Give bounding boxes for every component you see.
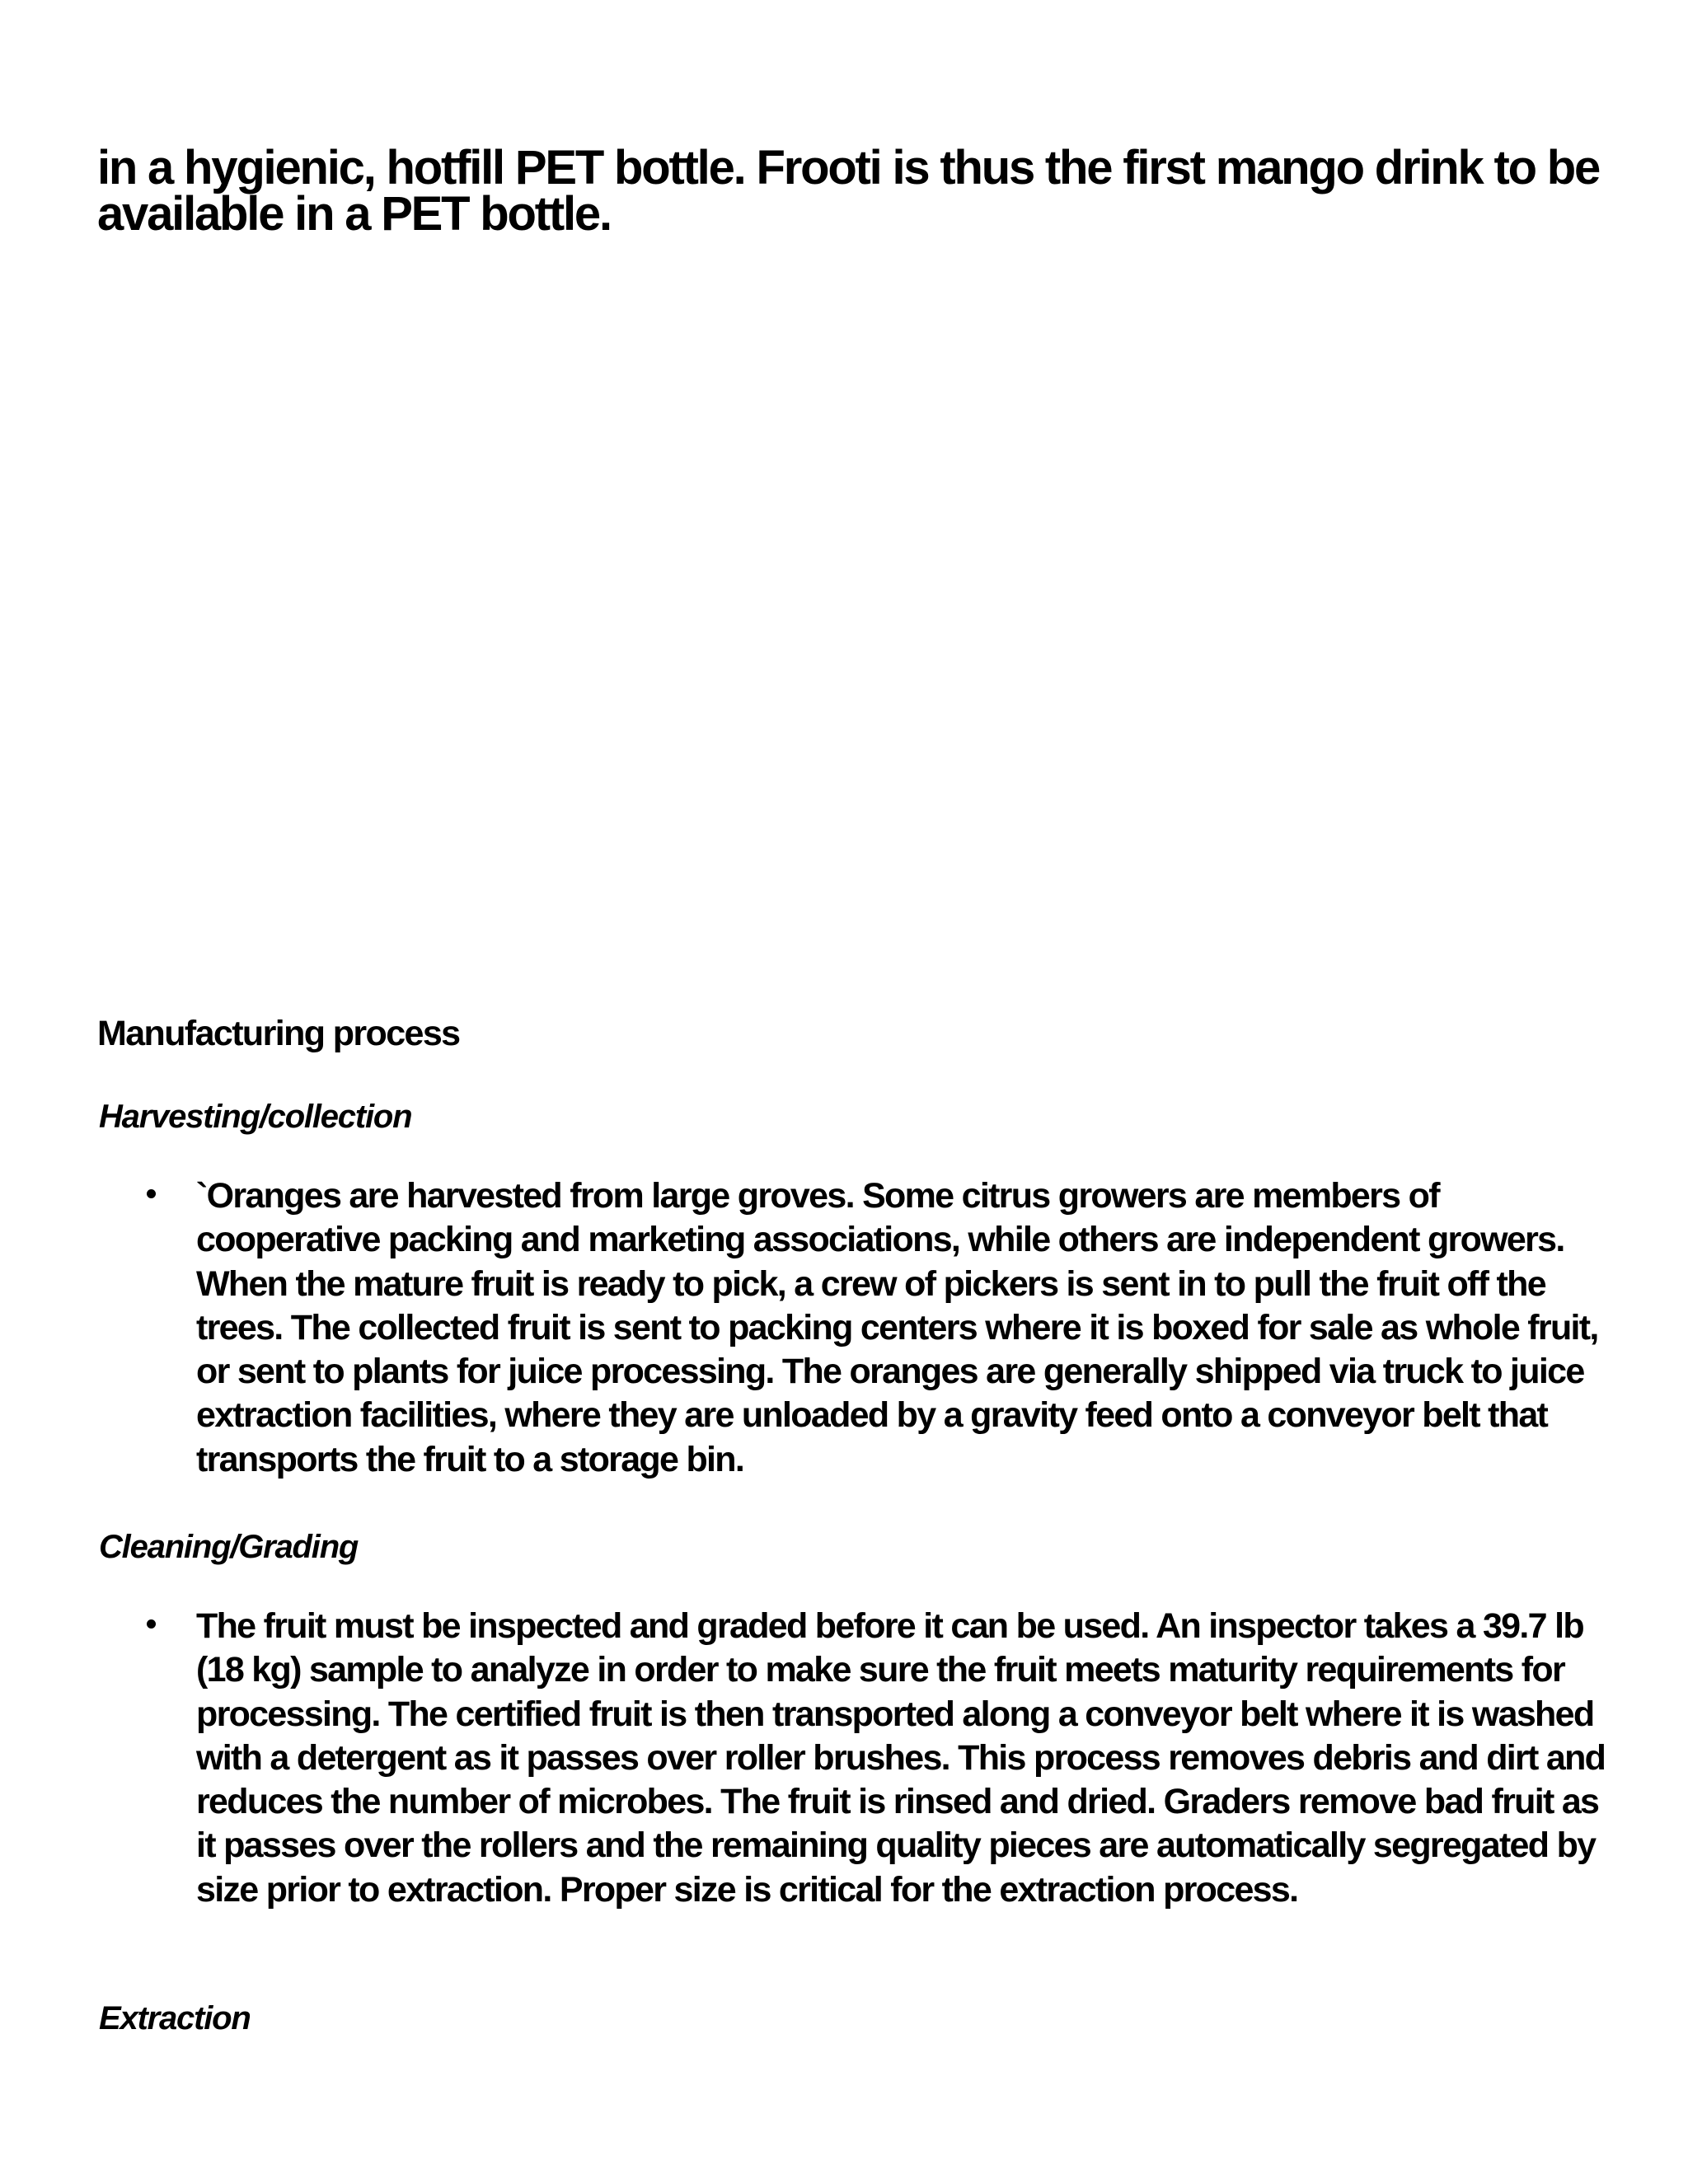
subheading-cleaning: Cleaning/Grading: [99, 1529, 359, 1565]
intro-paragraph: in a hygienic, hotfill PET bottle. Frooti is thus the first mango drink to be available in a PET bottle.: [97, 141, 1599, 241]
bullet-text-cleaning: The fruit must be inspected and graded before it can be used. An inspector takes a 39.7 lb (18 kg) sample to analyze in order to make sure the fruit meets maturity requirements for processing. The certified fruit is then transported along a conveyor belt where it is washed with a detergent as it passes over roller brushes. This process removes debris and dirt and reduces the number of microbes. The fruit is rinsed and dried. Graders remove bad fruit as it passes over the rollers and the remaining quality pieces are automatically segregated by size prior to extraction. Proper size is critical for the extraction process.: [196, 1606, 1606, 1910]
list-item: [147, 1605, 1606, 1912]
subheading-harvesting: Harvesting/collection: [99, 1099, 412, 1135]
section-title: Manufacturing process: [97, 1014, 460, 1053]
bullet-icon: [147, 1619, 156, 1629]
bullet-icon: [147, 1189, 156, 1198]
list-item: [147, 1174, 1606, 1482]
subheading-extraction: Extraction: [99, 2000, 251, 2036]
bullet-text-harvesting: `Oranges are harvested from large groves. Some citrus growers are members of cooperative packing and marketing associations, while others are independent growers. When the mature fruit is ready to pick, a crew of pickers is sent in to pull the fruit off the trees. The collected fruit is sent to packing centers where it is boxed for sale as whole fruit, or sent to plants for juice processing. The oranges are generally shipped via truck to juice extraction facilities, where they are unloaded by a gravity feed onto a conveyor belt that transports the fruit to a storage bin.: [196, 1176, 1598, 1479]
